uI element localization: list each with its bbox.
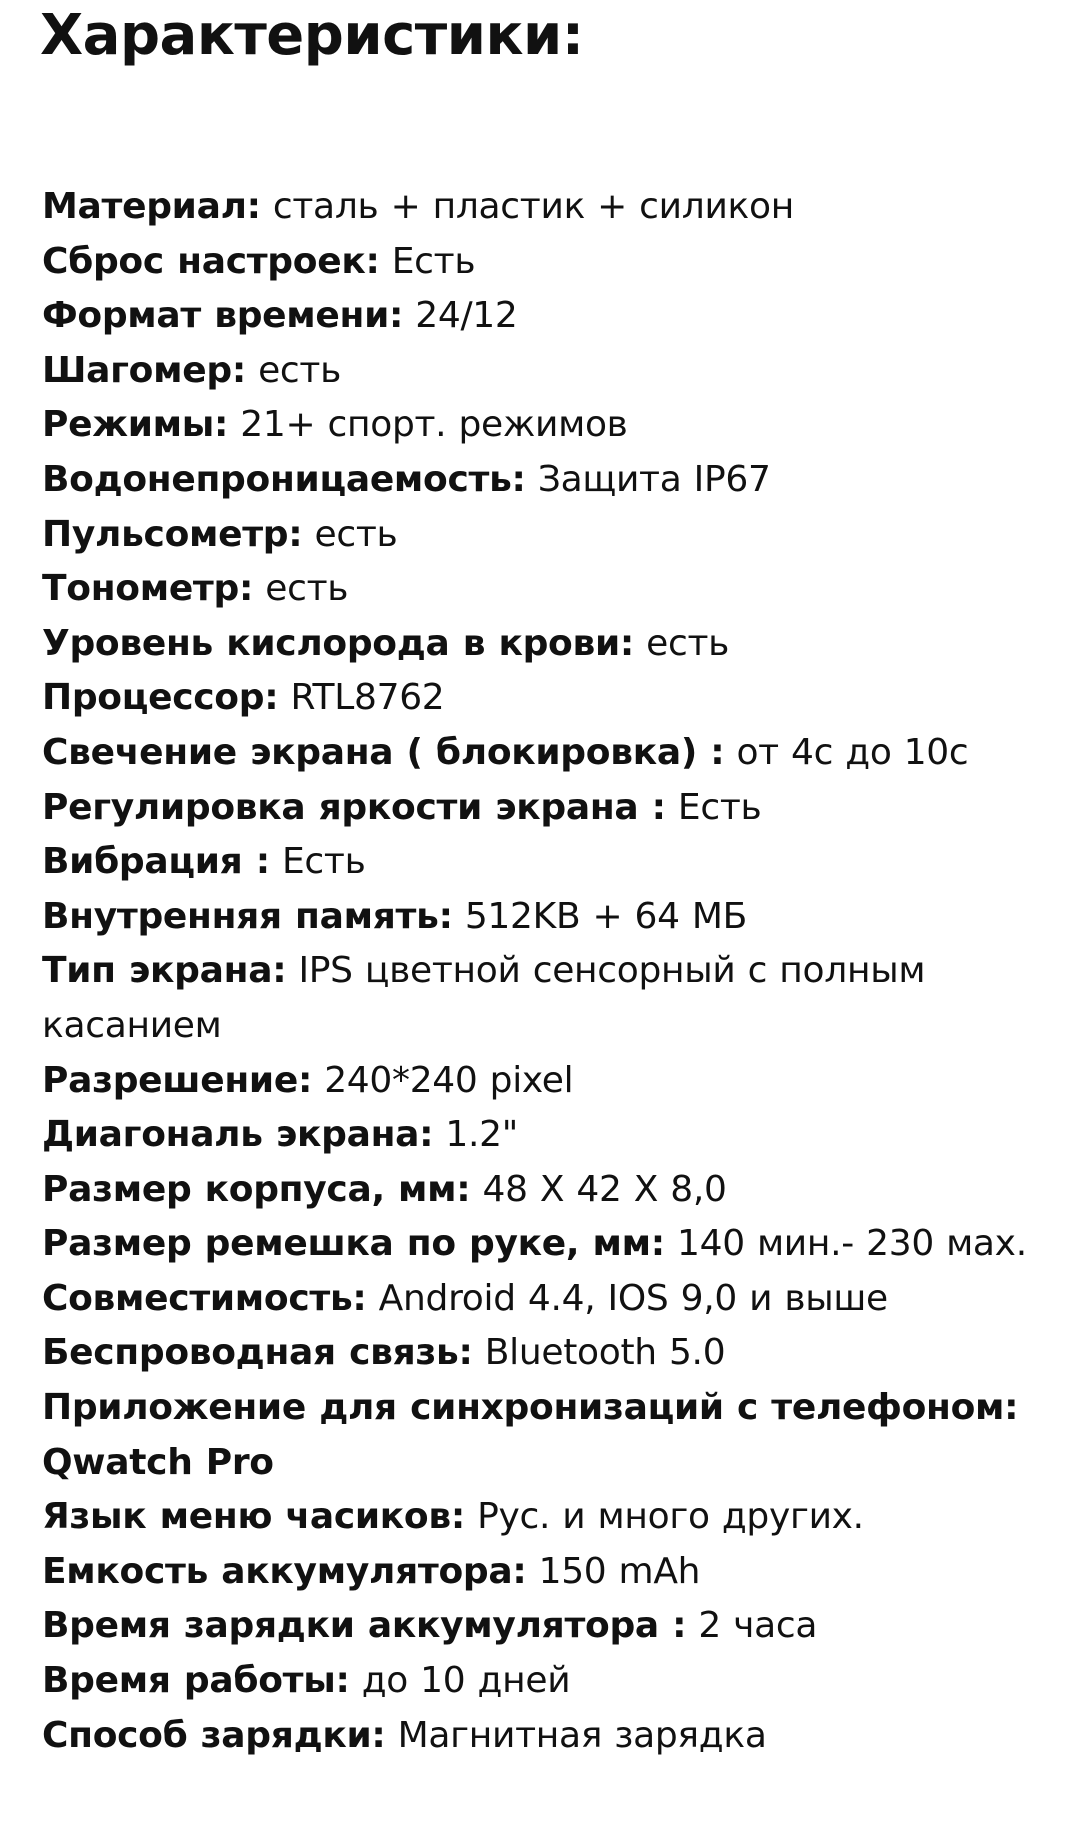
spec-label: Язык меню часиков: xyxy=(42,1496,465,1538)
spec-row-pedometer xyxy=(42,344,1052,399)
spec-row-battery-capacity xyxy=(42,1545,1052,1600)
spec-row-charging-method xyxy=(42,1709,1052,1764)
spec-value: Защита IP67 xyxy=(525,458,771,500)
spec-row-runtime xyxy=(42,1654,1052,1709)
spec-value: IPS цветной сенсорный с полным касанием xyxy=(42,950,926,1046)
spec-row-screen-type xyxy=(42,944,1052,1053)
spec-row-processor xyxy=(42,671,1052,726)
spec-label: Способ зарядки: xyxy=(42,1714,386,1756)
spec-label: Размер корпуса, мм: xyxy=(42,1168,471,1210)
spec-label: Пульсометр: xyxy=(42,513,303,555)
spec-row-memory xyxy=(42,890,1052,945)
spec-row-modes xyxy=(42,398,1052,453)
spec-row-blood-oxygen xyxy=(42,617,1052,672)
spec-value: до 10 дней xyxy=(349,1660,571,1702)
spec-label: Тип экрана: xyxy=(42,950,287,992)
spec-row-heart-rate xyxy=(42,508,1052,563)
spec-row-charge-time xyxy=(42,1599,1052,1654)
spec-label: Размер ремешка по руке, мм: xyxy=(42,1223,665,1265)
spec-label: Вибрация : xyxy=(42,841,270,883)
spec-label: Формат времени: xyxy=(42,295,404,337)
spec-value: 150 mAh xyxy=(526,1550,701,1592)
spec-label: Водонепроницаемость: xyxy=(42,458,526,500)
spec-label: Сброс настроек: xyxy=(42,240,380,282)
spec-value: 48 Х 42 Х 8,0 xyxy=(470,1168,727,1210)
spec-row-tonometer xyxy=(42,562,1052,617)
spec-label: Время работы: xyxy=(42,1660,350,1702)
spec-value: есть xyxy=(253,568,349,610)
spec-label: Режимы: xyxy=(42,404,229,446)
spec-label: Диагональ экрана: xyxy=(42,1114,434,1156)
spec-label: Емкость аккумулятора: xyxy=(42,1550,527,1592)
spec-value: Рус. и много других. xyxy=(464,1496,864,1538)
spec-label: Внутренняя память: xyxy=(42,895,453,937)
spec-value: 140 мин.- 230 мах. xyxy=(664,1223,1027,1265)
spec-value: Есть xyxy=(665,786,762,828)
spec-value: 24/12 xyxy=(403,295,518,337)
spec-label: Время зарядки аккумулятора : xyxy=(42,1605,687,1647)
spec-value: 21+ спорт. режимов xyxy=(228,404,628,446)
spec-label: Разрешение: xyxy=(42,1059,313,1101)
page-title: Характеристики: xyxy=(40,3,584,68)
spec-row-menu-language xyxy=(42,1490,1052,1545)
spec-row-wireless xyxy=(42,1326,1052,1381)
spec-value: есть xyxy=(302,513,398,555)
spec-row-brightness xyxy=(42,781,1052,836)
spec-row-compatibility xyxy=(42,1272,1052,1327)
spec-value: Bluetooth 5.0 xyxy=(472,1332,726,1374)
spec-label: Тонометр: xyxy=(42,568,254,610)
spec-row-case-size xyxy=(42,1163,1052,1218)
spec-value: RTL8762 xyxy=(278,677,445,719)
spec-row-time-format xyxy=(42,289,1052,344)
spec-label: Совместимость: xyxy=(42,1277,367,1319)
spec-label: Процессор: xyxy=(42,677,279,719)
spec-value: есть xyxy=(245,349,341,391)
spec-row-waterproof xyxy=(42,453,1052,508)
spec-value: Android 4.4, IOS 9,0 и выше xyxy=(366,1277,888,1319)
spec-value: 240*240 pixel xyxy=(312,1059,574,1101)
spec-row-vibration xyxy=(42,835,1052,890)
spec-value: сталь + пластик + силикон xyxy=(260,186,794,227)
spec-row-screen-glow xyxy=(42,726,1052,781)
spec-row-strap-size xyxy=(42,1217,1052,1272)
spec-value: 2 часа xyxy=(686,1605,818,1647)
spec-value: от 4с до 10с xyxy=(724,731,969,773)
spec-row-material xyxy=(42,180,1052,235)
spec-row-diagonal xyxy=(42,1108,1052,1163)
spec-value: есть xyxy=(633,622,730,664)
spec-list xyxy=(42,180,1052,1763)
spec-value: Магнитная зарядка xyxy=(385,1714,767,1756)
spec-label: Регулировка яркости экрана : xyxy=(42,786,666,828)
spec-row-reset xyxy=(42,235,1052,290)
spec-label: Материал: xyxy=(42,186,261,227)
spec-label: Уровень кислорода в крови: xyxy=(42,622,634,664)
spec-value: Есть xyxy=(269,841,366,883)
spec-value: 512KB + 64 МБ xyxy=(452,895,748,937)
spec-value: 1.2" xyxy=(433,1114,519,1156)
spec-value: Есть xyxy=(379,240,476,282)
spec-label: Приложение для синхронизаций с телефоном: Qwatch Pro xyxy=(42,1387,1019,1483)
spec-row-sync-app xyxy=(42,1381,1052,1490)
spec-label: Шагомер: xyxy=(42,349,246,391)
spec-label: Беспроводная связь: xyxy=(42,1332,473,1374)
spec-label: Свечение экрана ( блокировка) : xyxy=(42,731,725,773)
spec-row-resolution xyxy=(42,1054,1052,1109)
